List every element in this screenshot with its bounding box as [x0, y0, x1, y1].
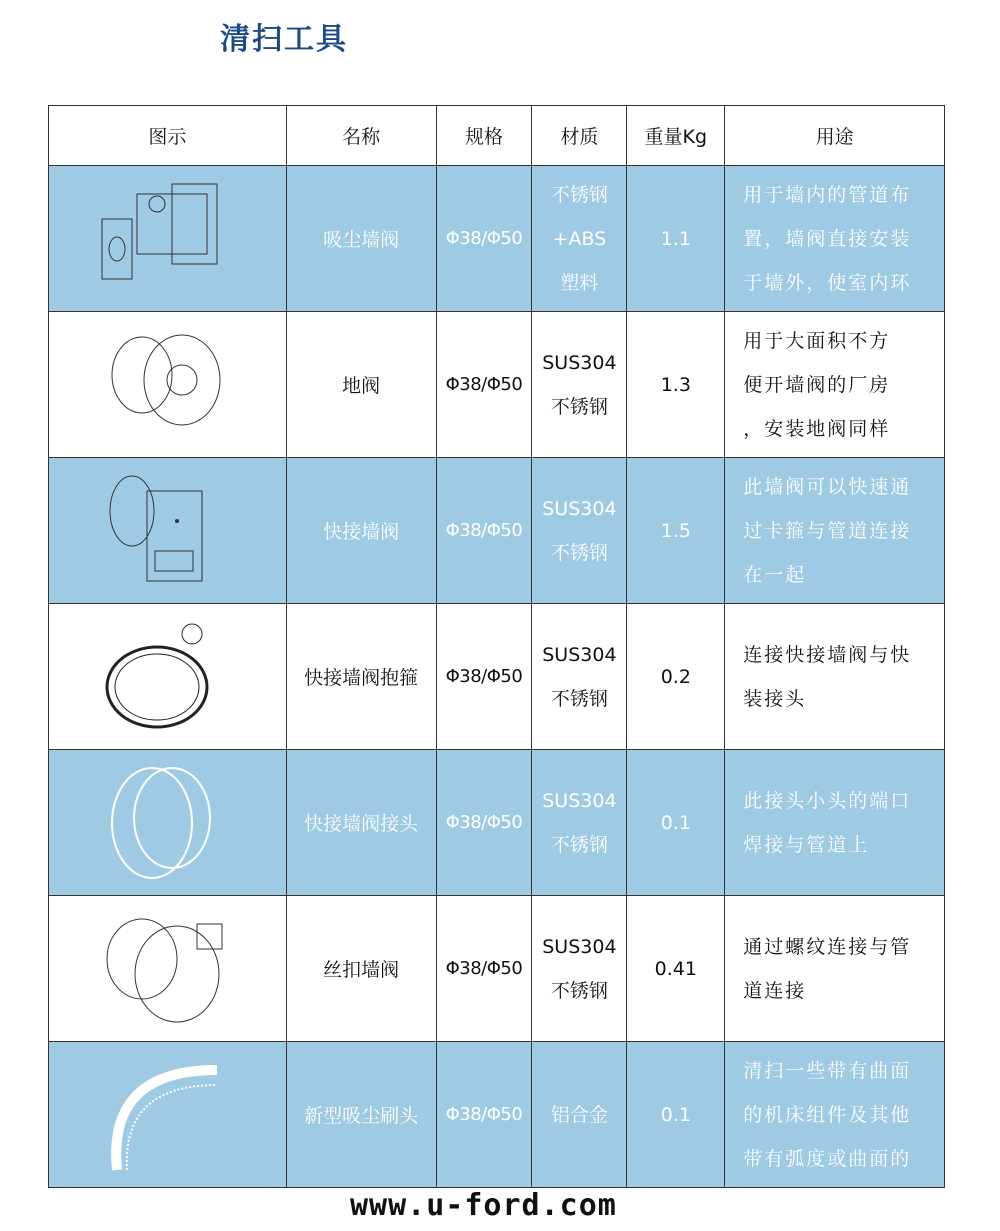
product-material: [532, 458, 627, 604]
use-line: 道连接: [743, 979, 807, 1002]
material-line: 铝合金: [550, 1103, 608, 1126]
use-line: 通过螺纹连接与管: [743, 935, 912, 958]
material-line: 塑料: [560, 271, 599, 294]
material-line: 不锈钢: [550, 541, 608, 564]
product-name: 新型吸尘刷头: [286, 1042, 436, 1188]
table-row: [49, 166, 945, 312]
material-line: 不锈钢: [550, 979, 608, 1002]
table-header-row: [49, 106, 945, 166]
product-spec: Φ38/Φ50: [436, 458, 532, 604]
product-image: [49, 604, 287, 750]
product-weight: 1.5: [627, 458, 725, 604]
use-line: 清扫一些带有曲面: [743, 1059, 912, 1082]
product-image: [49, 750, 287, 896]
use-line: 装接头: [743, 687, 807, 710]
header-spec: 规格: [436, 106, 532, 166]
use-line: 带有弧度或曲面的: [743, 1147, 912, 1170]
header-image: 图示: [49, 106, 287, 166]
table-row: [49, 896, 945, 1042]
product-spec: Φ38/Φ50: [436, 166, 532, 312]
material-line: 不锈钢: [550, 183, 608, 206]
header-name: 名称: [286, 106, 436, 166]
product-use: [725, 312, 945, 458]
product-drawing-icon: [97, 904, 237, 1034]
product-weight: 0.1: [627, 1042, 725, 1188]
use-line: 的机床组件及其他: [743, 1103, 912, 1126]
material-line: 不锈钢: [550, 687, 608, 710]
use-line: ，安装地阀同样: [743, 417, 891, 440]
product-image: [49, 896, 287, 1042]
use-line: 此墙阀可以快速通: [743, 475, 912, 498]
product-image: [49, 312, 287, 458]
product-use: [725, 166, 945, 312]
use-line: 过卡箍与管道连接: [743, 519, 912, 542]
product-weight: 0.41: [627, 896, 725, 1042]
product-name: 快接墙阀接头: [286, 750, 436, 896]
product-spec: Φ38/Φ50: [436, 1042, 532, 1188]
header-use: 用途: [725, 106, 945, 166]
product-weight: 1.3: [627, 312, 725, 458]
material-line: 不锈钢: [550, 395, 608, 418]
use-line: 置，墙阀直接安装: [743, 227, 912, 250]
use-line: 焊接与管道上: [743, 833, 870, 856]
product-name: 快接墙阀: [286, 458, 436, 604]
table-row: [49, 604, 945, 750]
table-row: [49, 458, 945, 604]
product-drawing-icon: [97, 174, 237, 304]
product-spec: Φ38/Φ50: [436, 312, 532, 458]
product-name: 吸尘墙阀: [286, 166, 436, 312]
product-material: [532, 750, 627, 896]
product-table: [48, 105, 945, 1188]
product-use: [725, 1042, 945, 1188]
product-spec: Φ38/Φ50: [436, 604, 532, 750]
product-name: 快接墙阀抱箍: [286, 604, 436, 750]
table-row: [49, 312, 945, 458]
header-weight: 重量Kg: [627, 106, 725, 166]
use-line: 于墙外，使室内环: [743, 271, 912, 294]
use-line: 连接快接墙阀与快: [743, 643, 912, 666]
table-row: [49, 750, 945, 896]
product-material: [532, 166, 627, 312]
product-use: [725, 750, 945, 896]
product-drawing-icon: [97, 466, 237, 596]
product-drawing-icon: [97, 320, 237, 450]
product-spec: Φ38/Φ50: [436, 750, 532, 896]
page-title: 清扫工具: [220, 22, 348, 57]
product-image: [49, 166, 287, 312]
product-use: [725, 458, 945, 604]
product-weight: 0.2: [627, 604, 725, 750]
material-line: SUS304: [542, 351, 617, 374]
product-spec: Φ38/Φ50: [436, 896, 532, 1042]
use-line: 此接头小头的端口: [743, 789, 912, 812]
product-material: [532, 604, 627, 750]
product-use: [725, 896, 945, 1042]
use-line: 便开墙阀的厂房: [743, 373, 891, 396]
product-weight: 1.1: [627, 166, 725, 312]
product-material: [532, 896, 627, 1042]
use-line: 用于墙内的管道布: [743, 183, 912, 206]
website-footer: www.u-ford.com: [350, 1188, 617, 1223]
material-line: SUS304: [542, 643, 617, 666]
material-line: SUS304: [542, 935, 617, 958]
use-line: 用于大面积不方: [743, 329, 891, 352]
product-image: [49, 458, 287, 604]
product-material: [532, 312, 627, 458]
material-line: SUS304: [542, 497, 617, 520]
product-weight: 0.1: [627, 750, 725, 896]
product-name: 地阀: [286, 312, 436, 458]
product-use: [725, 604, 945, 750]
use-line: 在一起: [743, 563, 807, 586]
product-drawing-icon: [97, 612, 237, 742]
product-name: 丝扣墙阀: [286, 896, 436, 1042]
product-drawing-icon: [97, 1050, 237, 1180]
material-line: 不锈钢: [550, 833, 608, 856]
header-material: 材质: [532, 106, 627, 166]
product-drawing-icon: [97, 758, 237, 888]
table-row: [49, 1042, 945, 1188]
material-line: +ABS: [552, 227, 607, 250]
product-material: [532, 1042, 627, 1188]
product-image: [49, 1042, 287, 1188]
material-line: SUS304: [542, 789, 617, 812]
